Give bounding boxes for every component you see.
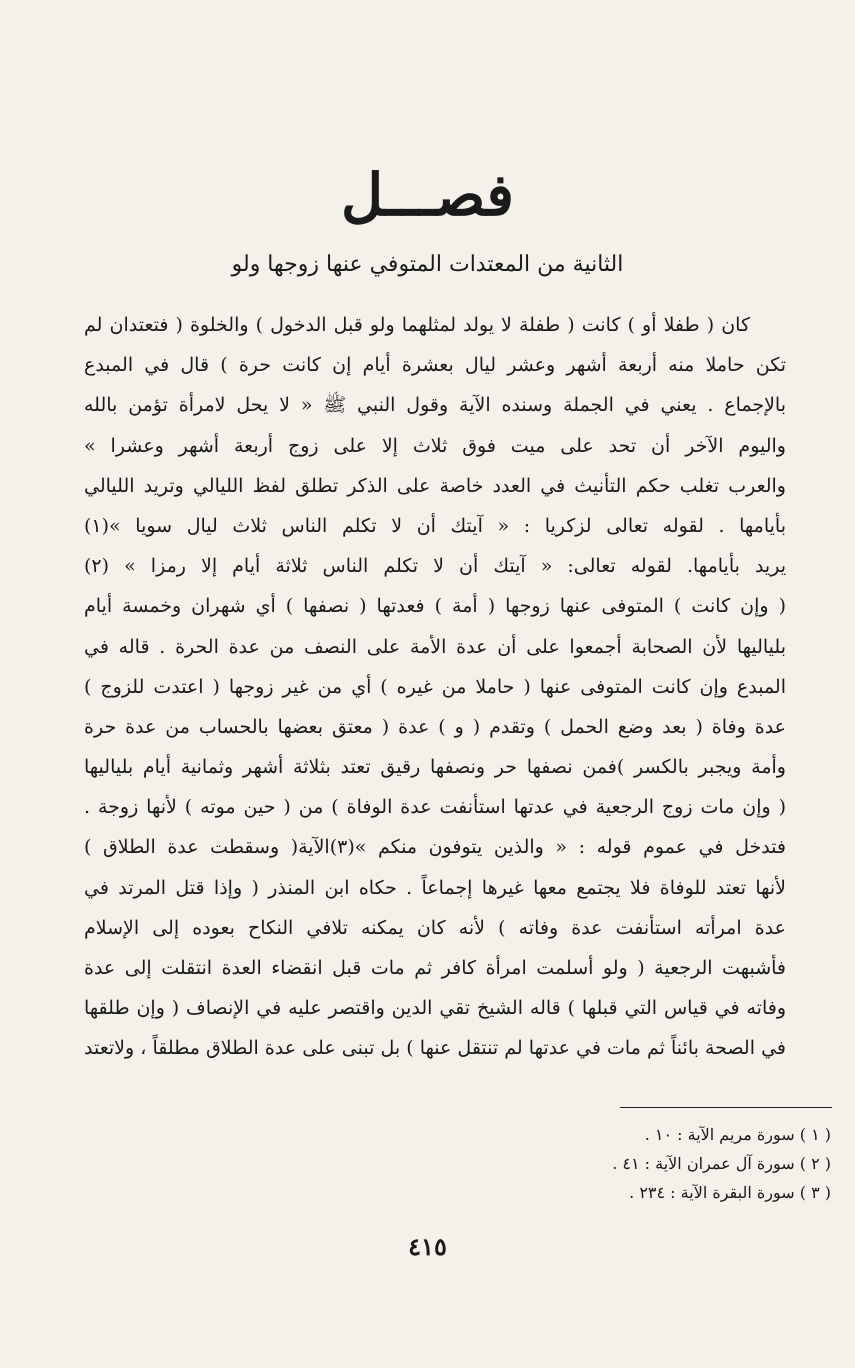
text-line: واليوم الآخر أن تحد على ميت فوق ثلاث إلا على زوج أربعة أشهر وعشرا » bbox=[84, 434, 786, 457]
text-line: وأمة ويجبر بالكسر )فمن نصفها حر ونصفها رقيق تعتد بثلاثة أشهر وثمانية أيام بلياليها bbox=[84, 756, 786, 779]
text-line: كان ( طفلا أو ) كانت ( طفلة لا يولد لمثلهما ولو قبل الدخول ) والخلوة ( فتعتدان لم bbox=[84, 314, 750, 336]
footnote: ( ٣ ) سورة البقرة الآية : ٢٣٤ . bbox=[629, 1183, 831, 1202]
body-text bbox=[84, 305, 786, 1069]
text-line: وفاته في قياس التي قبلها ) قاله الشيخ تقي الدين واقتصر عليه في الإنصاف ( وإن طلقها bbox=[84, 997, 786, 1020]
text-line: ( وإن مات زوج الرجعية في عدتها استأنفت عدة الوفاة ) من ( حين موته ) لأنها زوجة . bbox=[84, 796, 786, 819]
text-line: المبدع وإن كانت المتوفى عنها ( حاملا من غيره ) أي من غير زوجها ( اعتدت للزوج ) bbox=[84, 675, 786, 698]
footnote-divider bbox=[620, 1107, 832, 1108]
text-line: عدة وفاة ( بعد وضع الحمل ) وتقدم ( و ) عدة ( معتق بعضها بالحساب من عدة حرة bbox=[84, 715, 786, 738]
footnote: ( ١ ) سورة مريم الآية : ١٠ . bbox=[644, 1125, 831, 1144]
text-line: بلياليها لأن الصحابة أجمعوا على أن عدة الأمة على النصف من عدة الحرة . قاله في bbox=[84, 635, 786, 658]
text-line: تكن حاملا منه أربعة أشهر وعشر ليال بعشرة أيام إن كانت حرة ) قال في المبدع bbox=[84, 354, 786, 377]
footnotes bbox=[431, 1120, 831, 1207]
text-line: ( وإن كانت ) المتوفى عنها زوجها ( أمة ) فعدتها ( نصفها ) أي شهران وخمسة أيام bbox=[84, 595, 786, 618]
text-line: عدة امرأته استأنفت عدة وفاته ) لأنه كان يمكنه تلافي النكاح بعوده إلى الإسلام bbox=[84, 916, 786, 939]
text-line: بالإجماع . يعني في الجملة وسنده الآية وقول النبي ﷺ « لا يحل لامرأة تؤمن بالله bbox=[84, 394, 786, 417]
text-line: لأنها تعتد للوفاة فلا يجتمع معها غيرها إجماعاً . حكاه ابن المنذر ( وإذا قتل المرتد في bbox=[84, 876, 786, 899]
text-line: فأشبهت الرجعية ( ولو أسلمت امرأة كافر ثم مات قبل انقضاء العدة انتقلت إلى عدة bbox=[84, 957, 786, 979]
section-subheading: الثانية من المعتدات المتوفي عنها زوجها ولو bbox=[231, 252, 624, 277]
text-line: فتدخل في عموم قوله : « والذين يتوفون منكم »(٣)الآية( وسقطت عدة الطلاق ) bbox=[84, 836, 786, 859]
chapter-heading: فصـــل bbox=[341, 161, 514, 229]
text-line: في الصحة بائناً ثم مات في عدتها لم تنتقل عنها ) بل تبنى على عدة الطلاق مطلقاً ، ولاتعتد bbox=[84, 1037, 786, 1060]
footnote: ( ٢ ) سورة آل عمران الآية : ٤١ . bbox=[612, 1154, 831, 1173]
text-line: بأيامها . لقوله تعالى لزكريا : « آيتك أن لا تكلم الناس ثلاث ليال سويا »(١) bbox=[84, 514, 786, 537]
text-line: يريد بأيامها. لقوله تعالى: « آيتك أن لا تكلم الناس ثلاثة أيام إلا رمزا » (٢) bbox=[84, 555, 786, 578]
page-number: ٤١٥ bbox=[408, 1232, 447, 1261]
text-line: والعرب تغلب حكم التأنيث في العدد خاصة على الذكر تطلق لفظ الليالي وتريد الليالي bbox=[84, 474, 786, 497]
